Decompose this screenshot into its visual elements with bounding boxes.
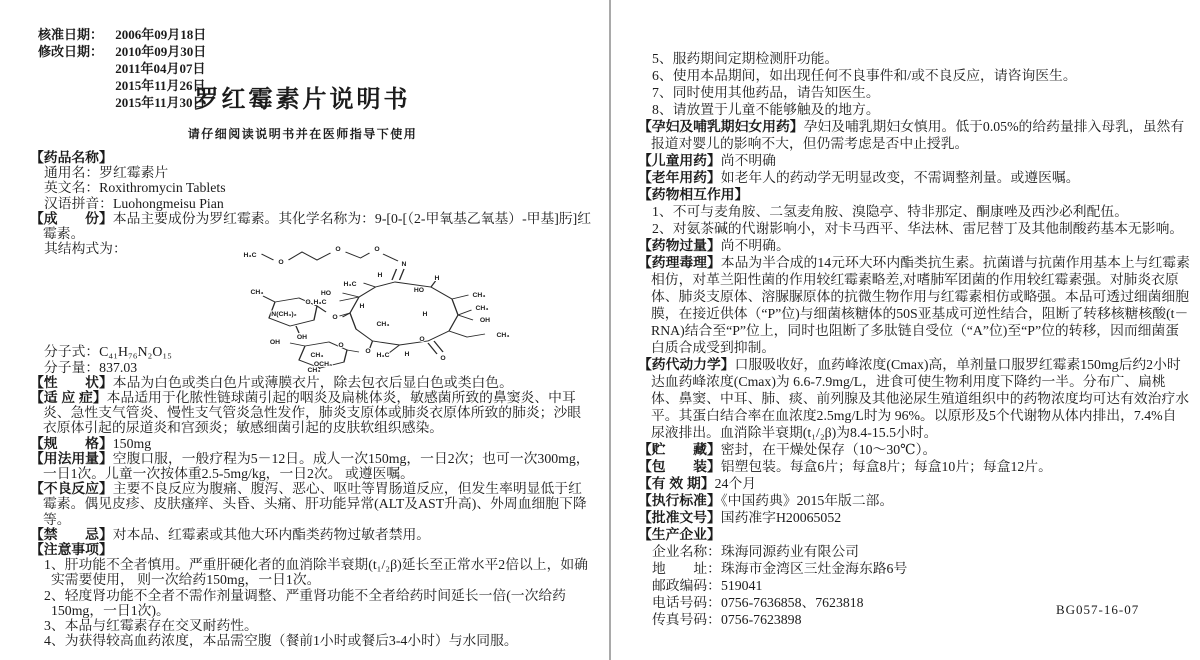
section-heading: 【规 格】	[30, 435, 113, 451]
section-heading: 【老年用药】	[638, 170, 721, 185]
section-heading: 【适 应 症】	[30, 390, 107, 406]
chem-label: OH	[479, 317, 491, 324]
section-heading: 【性 状】	[30, 374, 113, 390]
approval-date-value: 2006年09月18日	[115, 27, 207, 42]
text-line: 5、服药期间定期检测肝功能。	[652, 51, 839, 66]
chem-label: O	[338, 342, 344, 349]
section-paragraph	[30, 542, 592, 557]
chem-label: O	[374, 246, 380, 253]
chem-label: N(CH₃)₂	[271, 311, 297, 318]
section-heading: 【禁 忌】	[30, 526, 113, 542]
section-heading: 【有 效 期】	[638, 476, 715, 491]
text-line: 7、同时使用其他药品，请告知医生。	[652, 85, 880, 100]
section-heading: 【药品名称】	[30, 150, 113, 165]
chem-label: HO	[413, 287, 425, 294]
text-line: 地 址：珠海市金湾区三灶金海东路6号	[652, 561, 908, 576]
text-line: 汉语拼音：Luohongmeisu Pian	[44, 195, 224, 211]
chem-label: H	[434, 275, 440, 282]
chem-label: HO	[320, 290, 332, 297]
chem-label: OH	[269, 339, 281, 346]
section-paragraph: 【药理毒理】本品为半合成的14元环大环内酯类抗生素。抗菌谱与抗菌作用基本上与红霉素相仿，对革兰阳性菌的作用较红霉素略差,对嗜肺军团菌的作用较红霉素强。对肺炎衣原体、肺炎支原体、溶脲脲原体的抗微生物作用与红霉素相仿或略强。本品可透过细菌细胞膜，在接近供体（“P”位)与细菌核糖体的50S亚基成可逆性结合，阻断了转移核糖核酸(t－RNA)结合至“P”位上，同时也阻断了多肽链自受位（“A”位)至“P”位的转移，因而细菌蛋白质合成受到抑制。	[638, 255, 1190, 355]
section-heading: 【药代动力学】	[638, 357, 735, 372]
section-heading: 【孕妇及哺乳期妇女用药】	[638, 119, 804, 134]
section-paragraph	[30, 150, 592, 165]
revision-date-value: 2015年11月30日	[115, 95, 206, 110]
chem-label: H	[359, 303, 365, 310]
section-heading: 【不良反应】	[30, 481, 113, 497]
text-line: 英文名：Roxithromycin Tablets	[44, 180, 226, 196]
text-line: 2、对氨茶碱的代谢影响小，对卡马西平、华法林、雷尼替丁及其他制酸药基本无影响。	[652, 221, 1184, 236]
approval-date-label: 核准日期：	[38, 27, 104, 42]
chem-label: H	[404, 351, 410, 358]
section-paragraph: 【药物过量】尚不明确。	[638, 238, 790, 253]
text-line: 4、为获得较高血药浓度，本品需空腹（餐前1小时或餐后3-4小时）与水同服。	[44, 633, 518, 649]
section-paragraph: 【有 效 期】24个月	[638, 476, 757, 491]
chem-label: N	[401, 261, 407, 268]
section-heading: 【执行标准】	[638, 493, 721, 508]
section-paragraph: 【批准文号】国药准字H20065052	[638, 510, 842, 525]
section-paragraph	[638, 186, 1190, 203]
chem-label: O	[365, 348, 371, 355]
text-line: 其结构式为：	[44, 241, 127, 257]
chemical-structure-diagram	[230, 240, 522, 378]
chem-label: O	[278, 259, 284, 266]
chem-label: CH₃	[376, 321, 390, 328]
chem-label: OCH₃	[313, 361, 333, 368]
text-line: 1、肝功能不全者慎用。严重肝硬化者的血消除半衰期(t₁/₂β)延长至正常水平2倍以上，如确实需要使用， 则一次给药150mg，一日1次。	[44, 557, 588, 588]
chem-label: CH₃	[307, 367, 321, 374]
chem-label: O	[440, 355, 446, 362]
chem-label: CH₃	[250, 289, 264, 296]
right-sections	[638, 50, 1190, 628]
right-column	[638, 0, 1190, 628]
revision-date-row	[38, 77, 206, 94]
section-paragraph: 【规 格】150mg	[30, 435, 152, 451]
text-line: 通用名：罗红霉素片	[44, 165, 169, 181]
revision-date-row	[38, 43, 206, 60]
document-code: BG057-16-07	[1056, 602, 1140, 617]
text-line: 分子式：C₄₁H₇₆N₂O₁₅	[44, 344, 172, 360]
text-line: 分子量：837.03	[44, 359, 138, 375]
text-line: 企业名称：珠海同源药业有限公司	[652, 544, 859, 559]
chem-label: H	[377, 272, 383, 279]
section-paragraph: 【不良反应】主要不良反应为腹痛、腹泻、恶心、呕吐等胃肠道反应，但发生率明显低于红霉素。偶见皮疹、皮肤瘙痒、头昏、头痛、肝功能异常(ALT及AST升高)、外周血细胞下降等。	[30, 481, 587, 527]
section-paragraph: 【老年用药】如老年人的药动学无明显改变，不需调整剂量。或遵医嘱。	[638, 170, 1080, 185]
text-line: 传真号码：0756-7623898	[652, 612, 802, 627]
approval-date-row	[38, 26, 206, 43]
section-heading: 【儿童用药】	[638, 153, 721, 168]
revision-date-label: 修改日期：	[38, 44, 104, 59]
section-paragraph: 【适 应 症】本品适用于化脓性链球菌引起的咽炎及扁桃体炎，敏感菌所致的鼻窦炎、中耳炎、急性支气管炎、慢性支气管炎急性发作，肺炎支原体或肺炎衣原体所致的肺炎；沙眼衣原体引起的尿道炎和宫颈炎；敏感细菌引起的皮肤软组织感染。	[30, 390, 582, 436]
section-paragraph: 【用法用量】空腹口服，一般疗程为5－12日。成人一次150mg，一日2次；也可一次300mg，一日1次。儿童一次按体重2.5-5mg/kg，一日2次。 或遵医嘱。	[30, 450, 590, 482]
left-column	[30, 0, 592, 648]
page-subtitle: 请仔细阅读说明书并在医师指导下使用	[187, 127, 418, 141]
section-heading: 【包 装】	[638, 459, 721, 474]
section-paragraph: 【贮 藏】密封，在干燥处保存（10～30℃）。	[638, 442, 937, 457]
column-divider-line	[609, 0, 611, 660]
section-paragraph: 【孕妇及哺乳期妇女用药】孕妇及哺乳期妇女慎用。低于0.05%的给药量排入母乳，虽然有报道对婴儿的影响不大，但仍需考虑是否中止授乳。	[638, 119, 1185, 151]
section-paragraph: 【药代动力学】口服吸收好，血药峰浓度(Cmax)高，单剂量口服罗红霉素150mg后约2小时达血药峰浓度(Cmax)为 6.6-7.9mg/L，进食可使生物利用度下降约一半。分布广、扁桃体、鼻窦、中耳、肺、痰、前列腺及其他泌尿生殖道组织中的药物浓度均可达有效治疗水平。其蛋白结合率在血浓度2.5mg/L时为 96%。以原形及5个代谢物从体内排出，7.4%自尿液排出。血消除半衰期(t₁/₂β)为8.4-15.5小时。	[638, 357, 1190, 440]
text-line: 6、使用本品期间，如出现任何不良事件和/或不良反应，请咨询医生。	[652, 68, 1077, 83]
chem-label: OH	[296, 334, 308, 341]
section-heading: 【药物过量】	[638, 238, 721, 253]
chem-label: H₃C	[313, 299, 327, 306]
section-paragraph	[638, 526, 1190, 543]
chem-label: H	[422, 311, 428, 318]
section-heading: 【批准文号】	[638, 510, 721, 525]
section-paragraph: 【包 装】铝塑包装。每盒6片；每盒8片；每盒10片；每盒12片。	[638, 459, 1052, 474]
revision-date-value: 2015年11月26日	[115, 78, 206, 93]
page-title: 罗红霉素片说明书	[194, 86, 411, 113]
chem-label: O	[305, 299, 311, 306]
text-line: 1、不可与麦角胺、二氢麦角胺、溴隐亭、特非那定、酮康唑及西沙必利配伍。	[652, 204, 1128, 219]
chem-label: H₃C	[343, 281, 357, 288]
revision-date-row	[38, 94, 206, 111]
text-line: 2、轻度肾功能不全者不需作剂量调整、严重肾功能不全者给药时间延长一倍(一次给药150mg，一日1次)。	[44, 587, 566, 618]
revision-date-value: 2011年04月07日	[115, 61, 206, 76]
chem-label: CH₃	[310, 352, 324, 359]
chem-label: O	[332, 314, 338, 321]
section-paragraph: 【儿童用药】尚不明确	[638, 153, 776, 168]
section-heading: 【成 份】	[30, 210, 113, 226]
section-paragraph: 【性 状】本品为白色或类白色片或薄膜衣片，除去包衣后显白色或类白色。	[30, 374, 513, 390]
section-heading: 【药物相互作用】	[638, 187, 749, 202]
chem-label: O	[335, 246, 341, 253]
revision-date-value: 2010年09月30日	[115, 44, 207, 59]
text-line: 3、本品与红霉素存在交叉耐药性。	[44, 618, 258, 634]
text-line: 邮政编码：519041	[652, 578, 763, 593]
text-line: 电话号码：0756-7636858、7623818	[652, 595, 864, 610]
left-sections	[30, 150, 592, 648]
section-heading: 【贮 藏】	[638, 442, 721, 457]
section-paragraph: 【执行标准】《中国药典》2015年版二部。	[638, 493, 894, 508]
section-heading: 【药理毒理】	[638, 255, 721, 270]
revision-date-row	[38, 60, 206, 77]
chem-label: CH₃	[475, 305, 489, 312]
section-heading: 【生产企业】	[638, 527, 721, 542]
chem-label: CH₃	[496, 332, 510, 339]
section-heading: 【注意事项】	[30, 542, 113, 558]
text-line: 8、请放置于儿童不能够触及的地方。	[652, 102, 880, 117]
date-header	[38, 26, 206, 111]
section-paragraph: 【禁 忌】对本品、红霉素或其他大环内酯类药物过敏者禁用。	[30, 526, 431, 542]
chem-label: H₃C	[243, 252, 257, 259]
chem-label: CH₃	[472, 292, 486, 299]
chem-label: O	[419, 336, 425, 343]
section-heading: 【用法用量】	[30, 450, 113, 466]
chem-label: H₃C	[376, 352, 390, 359]
section-paragraph: 【成 份】本品主要成份为罗红霉素。其化学名称为：9-[0-[（2-甲氧基乙氧基）-甲基]肟]红霉素。	[30, 210, 592, 242]
